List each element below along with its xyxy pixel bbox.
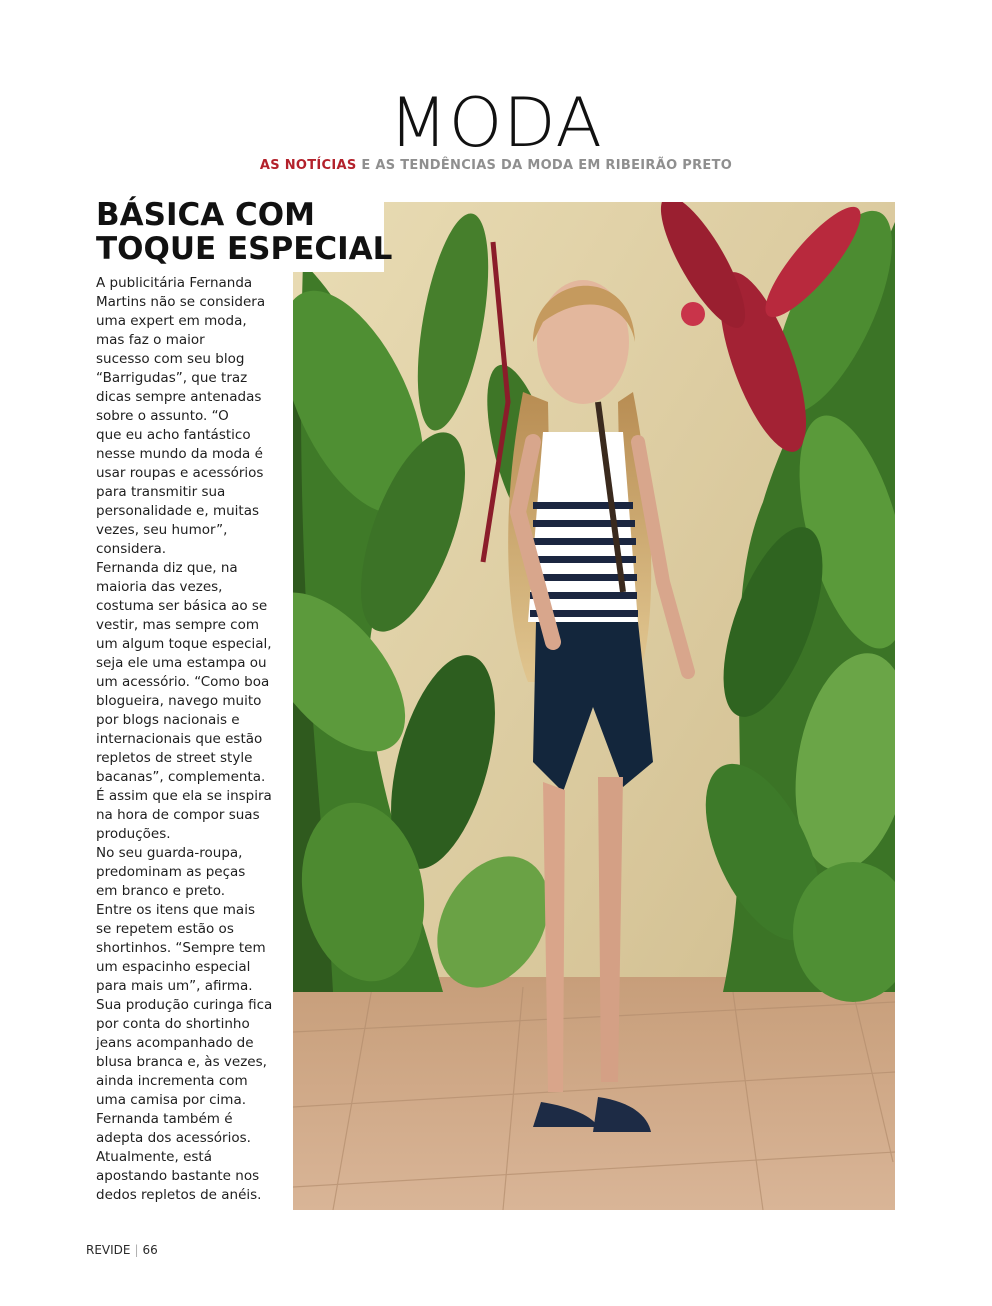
body-line: Sua produção curinga fica <box>96 997 273 1013</box>
body-line: mas faz o maior <box>96 332 205 348</box>
body-line: um algum toque especial, <box>96 636 272 652</box>
fashion-photo <box>293 202 895 1210</box>
article-headline <box>86 194 393 272</box>
body-line: “Barrigudas”, que traz <box>96 370 248 386</box>
magazine-name: REVIDE <box>86 1243 131 1257</box>
body-line: dedos repletos de anéis. <box>96 1187 262 1203</box>
headline-line-1: BÁSICA COM <box>96 197 315 233</box>
section-subtitle <box>0 158 992 173</box>
subtitle-rest: E AS TENDÊNCIAS DA MODA EM RIBEIRÃO PRETO <box>356 158 733 173</box>
body-line: sucesso com seu blog <box>96 351 245 367</box>
body-line: vestir, mas sempre com <box>96 617 259 633</box>
body-line: para mais um”, afirma. <box>96 978 253 994</box>
body-line: uma camisa por cima. <box>96 1092 247 1108</box>
headline-line-2: TOQUE ESPECIAL <box>96 231 393 267</box>
body-line: shortinhos. “Sempre tem <box>96 940 266 956</box>
subtitle-accent: AS NOTÍCIAS <box>259 158 357 173</box>
body-line: jeans acompanhado de <box>96 1035 254 1051</box>
body-line: dicas sempre antenadas <box>96 389 262 405</box>
body-line: É assim que ela se inspira <box>96 788 272 804</box>
body-line: nesse mundo da moda é <box>96 446 263 462</box>
body-line: costuma ser básica ao se <box>96 598 268 614</box>
body-line: para transmitir sua <box>96 484 226 500</box>
body-line: produções. <box>96 826 171 842</box>
body-line: personalidade e, muitas <box>96 503 260 519</box>
page-number: 66 <box>142 1243 158 1257</box>
body-line: Entre os itens que mais <box>96 902 255 918</box>
body-line: um acessório. “Como boa <box>96 674 270 690</box>
page-footer <box>86 1243 158 1257</box>
body-line: Fernanda diz que, na <box>96 560 238 576</box>
body-line: seja ele uma estampa ou <box>96 655 267 671</box>
body-line: ainda incrementa com <box>96 1073 248 1089</box>
body-line: A publicitária Fernanda <box>96 275 253 291</box>
body-line: internacionais que estão <box>96 731 263 747</box>
body-line: No seu guarda-roupa, <box>96 845 243 861</box>
body-line: apostando bastante nos <box>96 1168 260 1184</box>
body-line: um espacinho especial <box>96 959 251 975</box>
body-line: considera. <box>96 541 167 557</box>
body-line: blusa branca e, às vezes, <box>96 1054 267 1070</box>
body-line: se repetem estão os <box>96 921 234 937</box>
body-line: usar roupas e acessórios <box>96 465 264 481</box>
body-line: maioria das vezes, <box>96 579 223 595</box>
body-line: por conta do shortinho <box>96 1016 250 1032</box>
body-line: que eu acho fantástico <box>96 427 251 443</box>
footer-separator: | <box>134 1243 139 1257</box>
body-line: em branco e preto. <box>96 883 226 899</box>
body-line: Martins não se considera <box>96 294 266 310</box>
body-line: por blogs nacionais e <box>96 712 240 728</box>
body-line: Atualmente, está <box>96 1149 212 1165</box>
body-line: repletos de street style <box>96 750 253 766</box>
section-title: MODA <box>389 84 603 163</box>
body-line: adepta dos acessórios. <box>96 1130 251 1146</box>
body-line: sobre o assunto. “O <box>96 408 229 424</box>
body-line: na hora de compor suas <box>96 807 260 823</box>
body-line: blogueira, navego muito <box>96 693 262 709</box>
body-line: predominam as peças <box>96 864 246 880</box>
article-body <box>96 274 282 1205</box>
body-line: bacanas”, complementa. <box>96 769 266 785</box>
body-line: vezes, seu humor”, <box>96 522 228 538</box>
body-line: Fernanda também é <box>96 1111 233 1127</box>
body-line: uma expert em moda, <box>96 313 247 329</box>
